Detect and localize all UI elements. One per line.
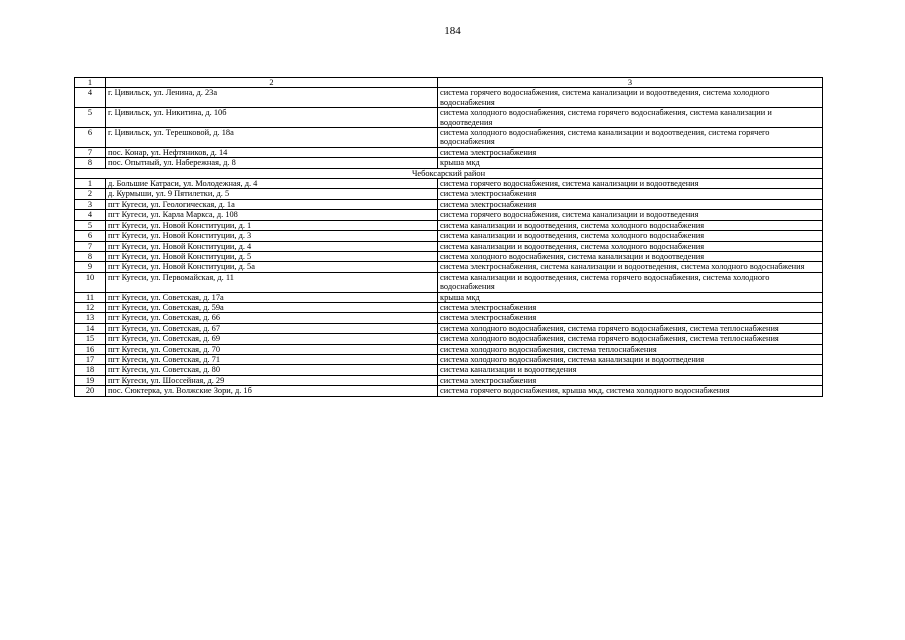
section-row [75,168,823,178]
table-row [75,220,823,230]
row-number: 5 [75,108,106,128]
row-systems: система холодного водоснабжения, система горячего водоснабжения, система теплоснабжения [438,323,823,333]
table-row [75,302,823,312]
table-row [75,179,823,189]
row-address: пгт Кугеси, ул. Новой Конституции, д. 4 [106,241,438,251]
row-address: пос. Конар, ул. Нефтяников, д. 14 [106,147,438,157]
row-systems: система электроснабжения [438,302,823,312]
row-number: 16 [75,344,106,354]
row-number: 1 [75,179,106,189]
row-systems: крыша мкд [438,292,823,302]
row-address: г. Цивильск, ул. Ленина, д. 23а [106,88,438,108]
table-row [75,147,823,157]
row-number: 4 [75,88,106,108]
row-systems: система холодного водоснабжения, система канализации и водоотведения [438,251,823,261]
row-systems: система электроснабжения [438,375,823,385]
row-address: пгт Кугеси, ул. Первомайская, д. 11 [106,272,438,292]
row-number: 6 [75,231,106,241]
row-number: 20 [75,386,106,396]
table-row [75,292,823,302]
row-systems: система канализации и водоотведения, система горячего водоснабжения, система холодного водоснабжения [438,272,823,292]
row-number: 3 [75,199,106,209]
row-number: 9 [75,262,106,272]
row-address: пос. Опытный, ул. Набережная, д. 8 [106,158,438,168]
row-number: 12 [75,302,106,312]
row-number: 2 [75,189,106,199]
registry-table [74,77,823,397]
row-address: г. Цивильск, ул. Никитина, д. 10б [106,108,438,128]
table-header-row [75,78,823,88]
table-row [75,241,823,251]
row-systems: система электроснабжения [438,199,823,209]
table-row [75,272,823,292]
row-systems: система канализации и водоотведения, система холодного водоснабжения [438,220,823,230]
column-header-address: 2 [106,78,438,88]
row-systems: система канализации и водоотведения, система холодного водоснабжения [438,241,823,251]
row-systems: система холодного водоснабжения, система теплоснабжения [438,344,823,354]
row-address: д. Курмыши, ул. 9 Пятилетки, д. 5 [106,189,438,199]
row-address: пгт Кугеси, ул. Советская, д. 69 [106,334,438,344]
table-row [75,323,823,333]
table-row [75,210,823,220]
row-address: пгт Кугеси, ул. Новой Конституции, д. 1 [106,220,438,230]
row-number: 8 [75,158,106,168]
table-body-previous-district [75,88,823,168]
row-number: 6 [75,128,106,148]
row-address: пгт Кугеси, ул. Советская, д. 66 [106,313,438,323]
row-address: пгт Кугеси, ул. Геологическая, д. 1а [106,199,438,209]
table-row [75,108,823,128]
table-row [75,334,823,344]
table-row [75,386,823,396]
row-systems: система горячего водоснабжения, крыша мкд, система холодного водоснабжения [438,386,823,396]
row-number: 7 [75,241,106,251]
table-row [75,158,823,168]
table-row [75,88,823,108]
row-number: 5 [75,220,106,230]
row-systems: система электроснабжения [438,189,823,199]
row-systems: система электроснабжения [438,313,823,323]
section-heading-group [75,168,823,178]
column-header-number: 1 [75,78,106,88]
row-number: 18 [75,365,106,375]
row-number: 7 [75,147,106,157]
table-row [75,375,823,385]
row-systems: система канализации и водоотведения [438,365,823,375]
table-row [75,189,823,199]
row-systems: система горячего водоснабжения, система канализации и водоотведения [438,179,823,189]
row-address: пгт Кугеси, ул. Советская, д. 17а [106,292,438,302]
row-number: 11 [75,292,106,302]
row-address: пгт Кугеси, ул. Новой Конституции, д. 5а [106,262,438,272]
column-header-systems: 3 [438,78,823,88]
row-number: 10 [75,272,106,292]
row-address: г. Цивильск, ул. Терешковой, д. 18а [106,128,438,148]
row-systems: система холодного водоснабжения, система канализации и водоотведения [438,354,823,364]
row-systems: крыша мкд [438,158,823,168]
row-systems: система электроснабжения [438,147,823,157]
row-number: 8 [75,251,106,261]
row-number: 4 [75,210,106,220]
table-body-cheboksary-district [75,179,823,397]
table-row [75,199,823,209]
row-address: пгт Кугеси, ул. Советская, д. 59а [106,302,438,312]
row-number: 13 [75,313,106,323]
row-number: 14 [75,323,106,333]
row-address: пгт Кугеси, ул. Шоссейная, д. 29 [106,375,438,385]
table-row [75,344,823,354]
page-number: 184 [444,25,461,37]
table-row [75,313,823,323]
row-address: пгт Кугеси, ул. Новой Конституции, д. 3 [106,231,438,241]
row-address: пгт Кугеси, ул. Советская, д. 67 [106,323,438,333]
row-number: 19 [75,375,106,385]
table-row [75,365,823,375]
row-address: д. Большие Катраси, ул. Молодежная, д. 4 [106,179,438,189]
row-address: пгт Кугеси, ул. Советская, д. 71 [106,354,438,364]
row-address: пос. Сюктерка, ул. Волжские Зори, д. 1б [106,386,438,396]
row-number: 17 [75,354,106,364]
row-systems: система канализации и водоотведения, система холодного водоснабжения [438,231,823,241]
row-systems: система горячего водоснабжения, система канализации и водоотведения [438,210,823,220]
row-address: пгт Кугеси, ул. Карла Маркса, д. 108 [106,210,438,220]
row-systems: система холодного водоснабжения, система горячего водоснабжения, система теплоснабжения [438,334,823,344]
table-row [75,231,823,241]
table-row [75,128,823,148]
row-number: 15 [75,334,106,344]
row-address: пгт Кугеси, ул. Советская, д. 70 [106,344,438,354]
row-systems: система горячего водоснабжения, система канализации и водоотведения, система холодного водоснабжения [438,88,823,108]
table-row [75,262,823,272]
row-address: пгт Кугеси, ул. Советская, д. 80 [106,365,438,375]
row-systems: система холодного водоснабжения, система канализации и водоотведения, система горячего водоснабжения [438,128,823,148]
table-row [75,251,823,261]
section-title: Чебоксарский район [75,168,823,178]
table-row [75,354,823,364]
row-systems: система холодного водоснабжения, система горячего водоснабжения, система канализации и водоотведения [438,108,823,128]
row-address: пгт Кугеси, ул. Новой Конституции, д. 5 [106,251,438,261]
row-systems: система электроснабжения, система канализации и водоотведения, система холодного водоснабжения [438,262,823,272]
